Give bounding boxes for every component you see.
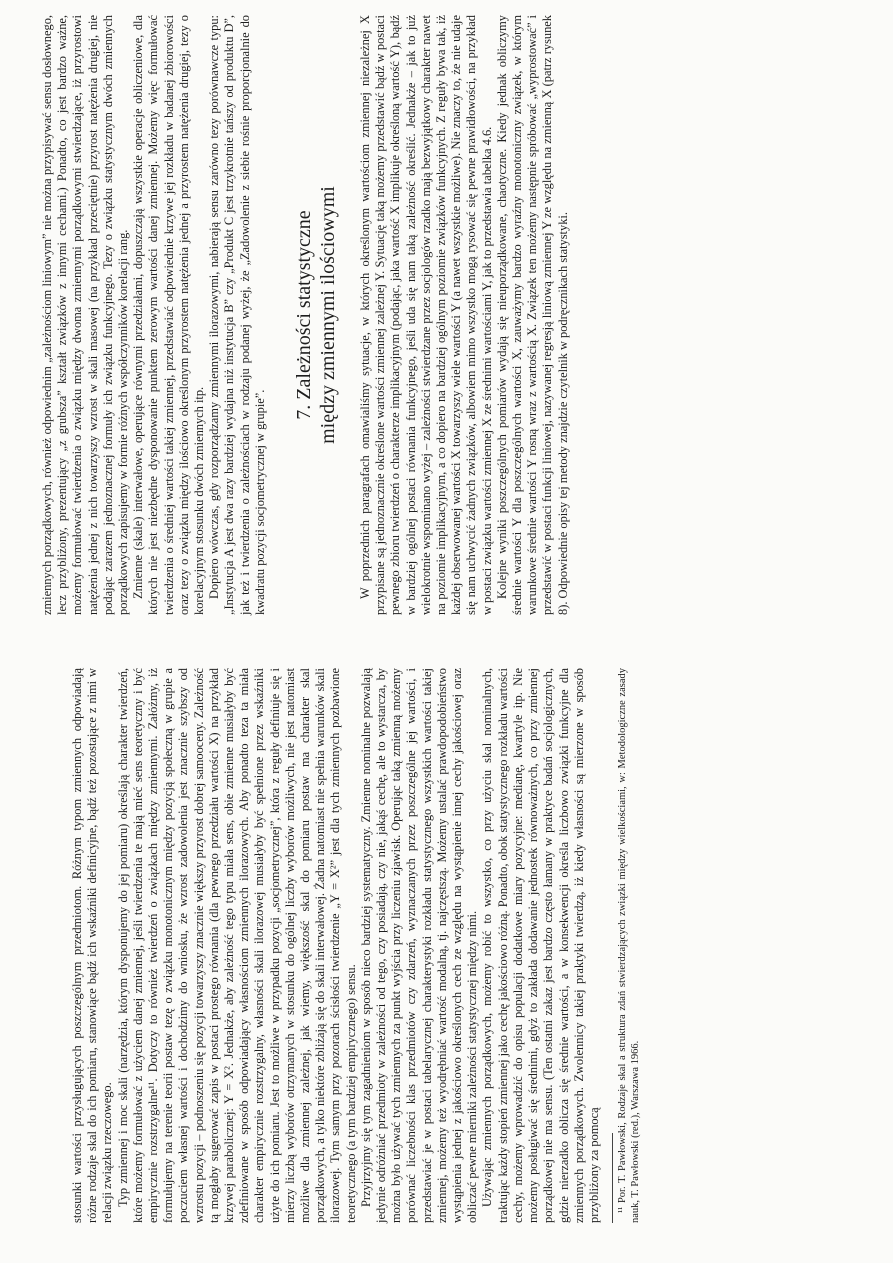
left-page bbox=[70, 668, 642, 1223]
left-paragraph: stosunki wartości przysługujących poszczególnym przedmiotom. Różnym typom zmiennych odpowiadają różne rodzaje skal do ich pomiaru, stanowiące bądź ich wskaźniki definicyjne, bądź też pozostające z nimi w relacji związku rzeczowego. bbox=[70, 668, 115, 1223]
right-page bbox=[40, 15, 571, 615]
right-paragraph: W poprzednich paragrafach omawialiśmy sytuacje, w których określonym wartościom zmiennej niezależnej X przypisane są jednoznacznie określone wartości zmiennej zależnej Y. Sytuację taką możemy przedstawić bądź w postaci pewnego zbioru twierdzeń o charakterze implikacyjnym (podając, jaka wartość X implikuje określoną wartość Y), bądź w bardziej ogólnej postaci równania funkcyjnego, jeśli uda się nam taką zależność określić. Jednakże – jak to już wielokrotnie wspominano wyżej – zależności stwierdzane przez socjologów rzadko mają bezwyjątkowy charakter nawet na poziomie implikacyjnym, a co dopiero na bardziej ogólnym poziomie związków funkcyjnych. Z reguły bywa tak, iż każdej obserwowanej wartości X towarzyszy wiele wartości Y (a nawet wszystkie możliwe). Nie znaczy to, że nie udaje się nam uchwycić żadnych związków, albowiem mimo wszystko mogą rysować się pewne prawidłowości, na przykład w postaci związku wartości zmiennej X ze średnimi wartościami Y, jak to przedstawia tabelka 4.6. bbox=[358, 15, 494, 615]
right-paragraph: Kolejne wyniki poszczególnych pomiarów wydają się nieuporządkowane, chaotyczne. Kiedy jednak obliczymy średnie wartości Y dla poszczególnych wartości X, zauważymy bardzo wyraźny monotoniczny związek, w którym warunkowe średnie wartości Y rosną wraz z wartością X. Związek ten możemy następnie spróbować „wyprostować” i przedstawić w postaci funkcji liniowej, nazywanej regresją liniową zmiennej Y ze względu na zmienną X (patrz rysunek 8). Odpowiednie opisy tej metody znajdzie czytelnik w podręcznikach statystyki. bbox=[494, 15, 570, 615]
right-paragraph: Zmienne (skale) interwałowe, operujące równymi przedziałami, dopuszczają wszystkie operacje obliczeniowe, dla których nie jest niezbędne dysponowanie punktem zerowym wartości danej zmiennej. Możemy więc formułować twierdzenia o średniej wartości takiej zmiennej, przedstawiać odpowiednie krzywe jej rozkładu w badanej zbiorowości oraz tezy o związku między ilościowo określonym przyrostem natężenia jednej a przyrostem natężenia drugiej, tezy o korelacyjnym stosunku dwóch zmiennych itp. bbox=[131, 15, 207, 615]
section-heading bbox=[292, 15, 340, 615]
section-heading-line2: między zmiennymi ilościowymi bbox=[317, 186, 340, 444]
footnote: ¹¹ Por. T. Pawłowski, Rodzaje skal a struktura zdań stwierdzających związki między wielkościami, w: Metodologiczne zasady nauk, T. Pawłowski (red.), Warszawa 1966. bbox=[617, 668, 641, 1223]
section-heading-line1: 7. Zależności statystyczne bbox=[293, 210, 316, 420]
left-paragraph: Przyjrzyjmy się tym zagadnieniom w sposób nieco bardziej systematyczny. Zmienne nominalne pozwalają jedynie odróżniać przedmioty w zależności od tego, czy posiadają, czy nie, jakąś cechę, ale to wystarcza, by można było używać tych zmiennych za punkt wyjścia przy liczeniu zjawisk. Operując taką zmienną możemy porównać liczebności klas przedmiotów czy zdarzeń, wyznaczanych przez poszczególne jej wartości, i przedstawiać je w postaci tabelarycznej charakterystyki rozkładu statystycznego wszystkich wartości takiej zmiennej, możemy też wyodrębniać wartość modalną, tj. najczęstszą. Możemy ustalać prawdopodobieństwo wystąpienia jednej z jakościowo określonych cech ze względu na wystąpienie innej cechy jakościowej oraz obliczać pewne mierniki zależności statystycznej między nimi. bbox=[358, 668, 480, 1223]
footnote-rule bbox=[612, 1133, 613, 1223]
left-paragraph: Używając zmiennych porządkowych, możemy robić to wszystko, co przy użyciu skal nominalnych, traktując każdy stopień zmiennej jako cechę jakościowo różną. Ponadto, obok statystycznego rozkładu wartości cechy, możemy wprowadzić do opisu populacji dodatkowe miary pozycyjne: medianę, kwartyle itp. Nie możemy posługiwać się średnimi, gdyż to zakłada dodawanie jednostek równoważnych, co przy zmiennej porządkowej nie ma sensu. (Ten ostatni zakaz jest bardzo często łamany w praktyce badań socjologicznych, gdzie nierzadko oblicza się średnie wartości, a w konsekwencji określa liczbowo związki funkcyjne dla zmiennych porządkowych. Zwolennicy takiej praktyki twierdzą, iż kiedy własności są mierzone w sposób przybliżony za pomocą bbox=[480, 668, 601, 1223]
left-paragraph: Typ zmiennej i moc skali (narzędzia, którym dysponujemy do jej pomiaru) określają charakter twierdzeń, które możemy formułować z użyciem danej zmiennej, jeśli twierdzenia te mają mieć sens teoretyczny i być empirycznie rozstrzygalne¹¹. Dotyczy to również twierdzeń o związkach między zmiennymi. Załóżmy, iż formułujemy na terenie teorii postaw tezę o związku monotonicznym między pozycją społeczną w grupie a poczuciem własnej wartości i dochodzimy do wniosku, że wzrost zadowolenia jest znacznie szybszy od wzrostu pozycji – podnoszeniu się pozycji towarzyszy znacznie większy przyrost dobrej samooceny. Zależność tą mogłaby sugerować zapis w postaci prostego równania (dla pewnego przedziału wartości X) na przykład krzywej parabolicznej: Y = X². Jednakże, aby zależność tego typu miała sens, obie zmienne musiałyby być zdefiniowane w sposób odpowiadający własnościom zmiennych ilorazowych. Aby ponadto teza ta miała charakter empirycznie rozstrzygalny, własności skali ilorazowej musiałyby być spełnione przez wskaźniki użyte do ich pomiaru. Jest to możliwe w przypadku pozycji „socjometrycznej”, która z reguły definiuje się i mierzy liczbą wyborów otrzymanych w stosunku do ogólnej liczby wyborów możliwych, nie jest natomiast możliwe dla zmiennej zależnej, jak wiemy, większość skal do pomiaru postaw ma charakter skal porządkowych, a tylko niektóre zbliżają się do skali interwałowej. Żadna natomiast nie spełnia warunków skali ilorazowej. Tym samym przy pozorach ścisłości twierdzenie „Y = X²” jest dla tych zmiennych pozbawione teoretycznego (a tym bardziej empirycznego) sensu. bbox=[115, 668, 358, 1223]
right-paragraph: zmiennych porządkowych, również odpowiednim „zależnościom liniowym” nie można przypisywać sensu dosłownego, lecz przybliżony, prezentujący „z grubsza” kształt związków z innymi cechami.) Ponadto, co jest bardzo ważne, możemy formułować twierdzenia o związku między dwoma zmiennymi porządkowymi stwierdzające, iż przyrostowi natężenia jednej z nich towarzyszy wzrost w skali masowej (na przykład przeciętnie) przyrost natężenia drugiej, nie podając zarazem jednoznacznej formuły ich związku funkcyjnego. Tezy o związku statystycznym dwóch zmiennych porządkowych zapisujemy w formie różnych współczynników korelacji rang. bbox=[40, 15, 131, 615]
right-paragraph: Dopiero wówczas, gdy rozporządzamy zmiennymi ilorazowymi, nabierają sensu zarówno tezy porównawcze typu: „Instytucja A jest dwa razy bardziej wydajna niż instytucja B” czy „Produkt C jest trzykrotnie tańszy od produktu D”, jak też i twierdzenia o zależnościach w rodzaju podanej wyżej, że „Zadowolenie z siebie rośnie proporcjonalnie do kwadratu pozycji socjometrycznej w grupie”. bbox=[207, 15, 267, 615]
